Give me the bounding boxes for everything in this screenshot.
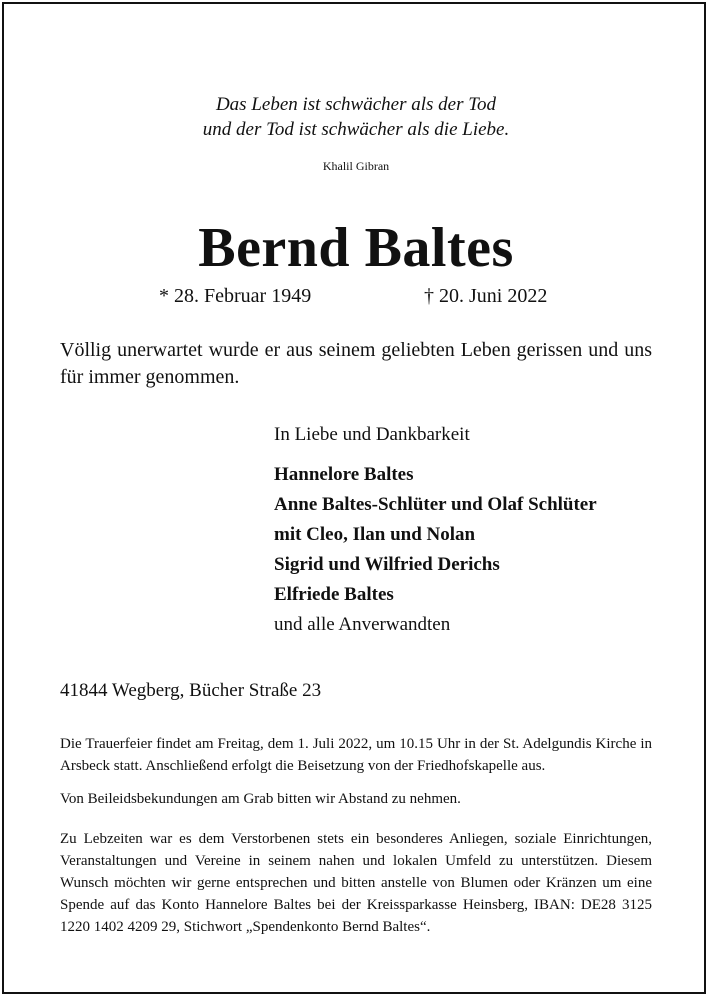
- quote-line-1: Das Leben ist schwächer als der Tod: [215, 94, 497, 115]
- deceased-name: Bernd Baltes: [198, 217, 514, 279]
- condolence-note: Von Beileidsbekundungen am Grab bitten wir Abstand zu nehmen.: [60, 791, 461, 807]
- family-member: mit Cleo, Ilan und Nolan: [274, 524, 476, 545]
- family-closing: und alle Anverwandten: [274, 614, 451, 635]
- intro-text: Völlig unerwartet wurde er aus seinem geliebten Leben gerissen und uns für immer genommen.: [60, 339, 652, 388]
- funeral-info-paragraph: Die Trauerfeier findet am Freitag, dem 1. Juli 2022, um 10.15 Uhr in der St. Adelgundis Kirche in Arsbeck statt. Anschließend erfolgt die Beisetzung von der Friedhofskapelle aus.: [60, 736, 652, 774]
- family-greeting: In Liebe und Dankbarkeit: [274, 424, 470, 445]
- quote-author: Khalil Gibran: [322, 159, 390, 173]
- family-member: Sigrid und Wilfried Derichs: [274, 554, 500, 575]
- family-member: Elfriede Baltes: [274, 584, 394, 605]
- donation-paragraph: Zu Lebzeiten war es dem Verstorbenen stets ein besonderes Anliegen, soziale Einrichtungen, Veranstaltungen und Vereine in seinem nahen und lokalen Umfeld zu unterstützen. Diesem Wunsch möchten wir gerne entsprechen und bitten anstelle von Blumen oder Kränzen um eine Spende auf das Konto Hannelore Baltes bei der Kreissparkasse Heinsberg, IBAN: DE28 3125 1220 1402 4209 29, Stichwort „Spendenkonto Bernd Baltes“.: [60, 831, 652, 935]
- mourning-address: 41844 Wegberg, Bücher Straße 23: [60, 680, 322, 701]
- family-member: Anne Baltes-Schlüter und Olaf Schlüter: [274, 494, 597, 515]
- quote-line-2: und der Tod ist schwächer als die Liebe.: [202, 119, 510, 140]
- birth-date: * 28. Februar 1949: [159, 285, 312, 307]
- death-date: † 20. Juni 2022: [424, 285, 548, 307]
- family-member: Hannelore Baltes: [274, 464, 414, 485]
